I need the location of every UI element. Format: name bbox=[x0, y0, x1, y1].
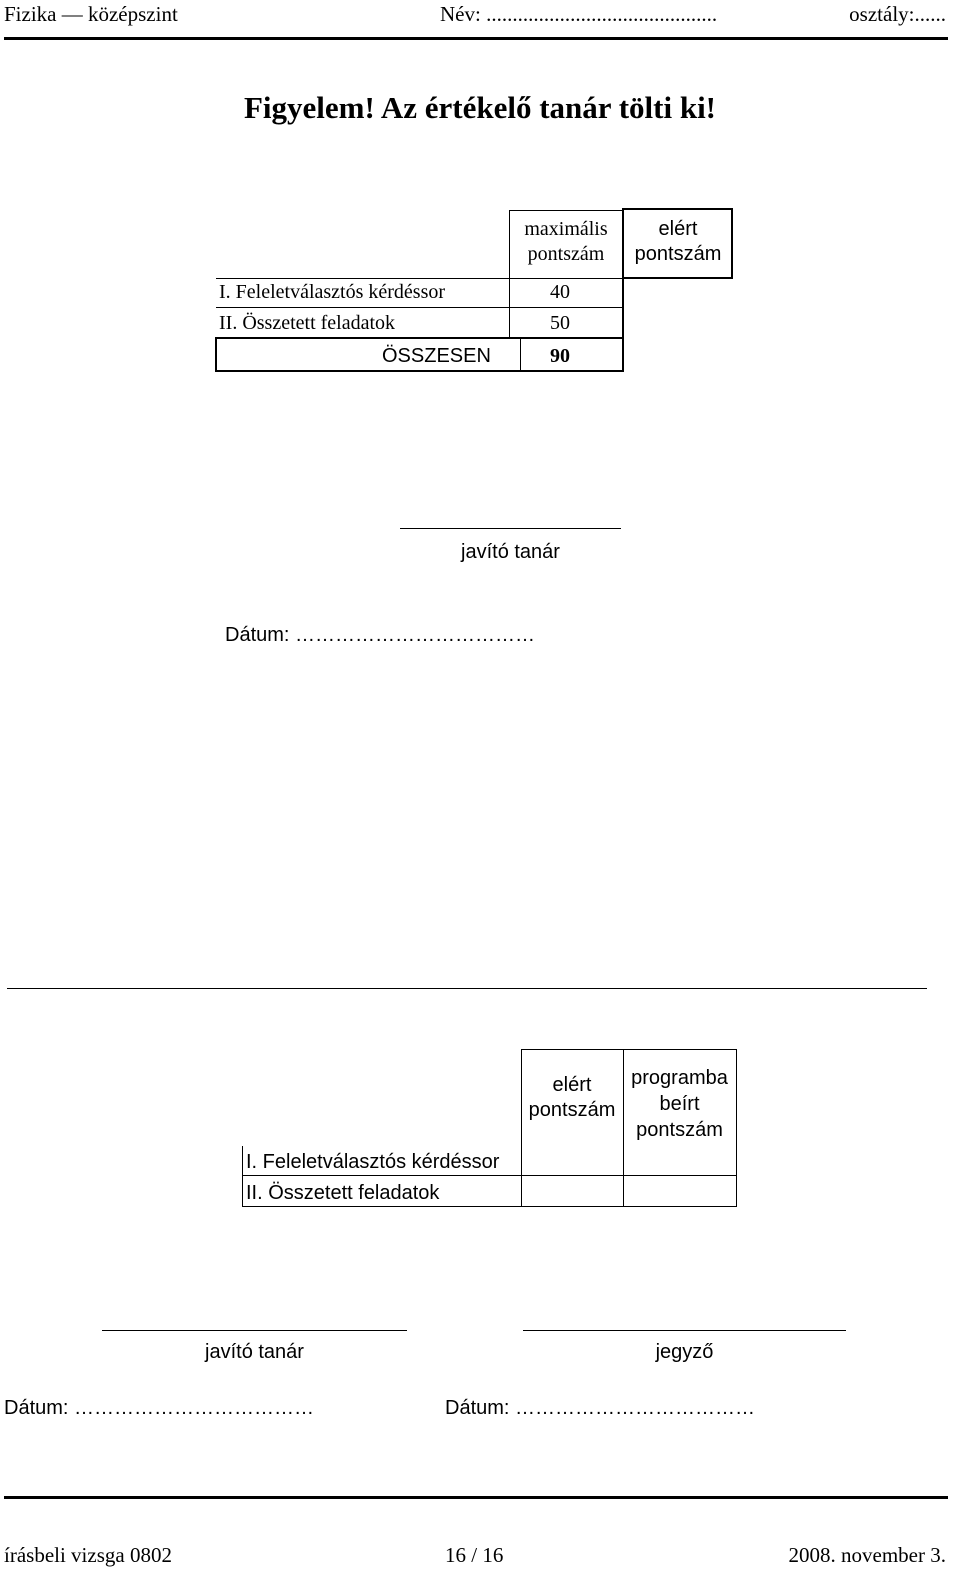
row-max: 40 bbox=[550, 281, 570, 303]
col-max-line1: maximális bbox=[524, 218, 608, 240]
col-max-line2: pontszám bbox=[527, 243, 605, 265]
date-field: Dátum: ……………………………… bbox=[225, 624, 536, 646]
footer-exam-code: írásbeli vizsga 0802 bbox=[4, 1543, 172, 1567]
signature-line bbox=[400, 528, 621, 529]
section-divider bbox=[7, 988, 927, 989]
header-rule bbox=[4, 37, 948, 40]
total-label: ÖSSZESEN bbox=[382, 345, 491, 367]
total-max: 90 bbox=[550, 345, 570, 367]
col-program-line2: beírt bbox=[659, 1093, 700, 1115]
col-achieved-line1: elért bbox=[552, 1074, 592, 1096]
row-label: I. Feleletválasztós kérdéssor bbox=[219, 281, 446, 303]
header-subject: Fizika — középszint bbox=[4, 2, 178, 26]
row-label: I. Feleletválasztós kérdéssor bbox=[246, 1151, 500, 1173]
header-class-field: osztály:...... bbox=[849, 2, 946, 26]
signature-label-right: jegyző bbox=[655, 1341, 714, 1363]
row-label: II. Összetett feladatok bbox=[219, 312, 396, 334]
row-max: 50 bbox=[550, 312, 570, 334]
page-title: Figyelem! Az értékelő tanár tölti ki! bbox=[243, 90, 717, 125]
col-achieved-line2: pontszám bbox=[528, 1099, 616, 1121]
date-field-left: Dátum: ……………………………… bbox=[4, 1397, 315, 1419]
signature-label-left: javító tanár bbox=[205, 1341, 304, 1363]
footer-rule bbox=[4, 1496, 948, 1499]
footer-page-number: 16 / 16 bbox=[445, 1543, 504, 1567]
col-program-line1: programba bbox=[631, 1067, 728, 1089]
signature-line-left bbox=[102, 1330, 407, 1331]
date-field-right: Dátum: ……………………………… bbox=[445, 1397, 756, 1419]
footer-date: 2008. november 3. bbox=[788, 1543, 946, 1567]
col-achieved-line1: elért bbox=[658, 218, 698, 240]
row-label: II. Összetett feladatok bbox=[246, 1182, 440, 1204]
col-achieved-line2: pontszám bbox=[634, 243, 722, 265]
signature-label: javító tanár bbox=[461, 541, 560, 563]
signature-line-right bbox=[523, 1330, 846, 1331]
col-program-line3: pontszám bbox=[636, 1119, 723, 1141]
header-name-field: Név: ............................................ bbox=[440, 2, 718, 26]
